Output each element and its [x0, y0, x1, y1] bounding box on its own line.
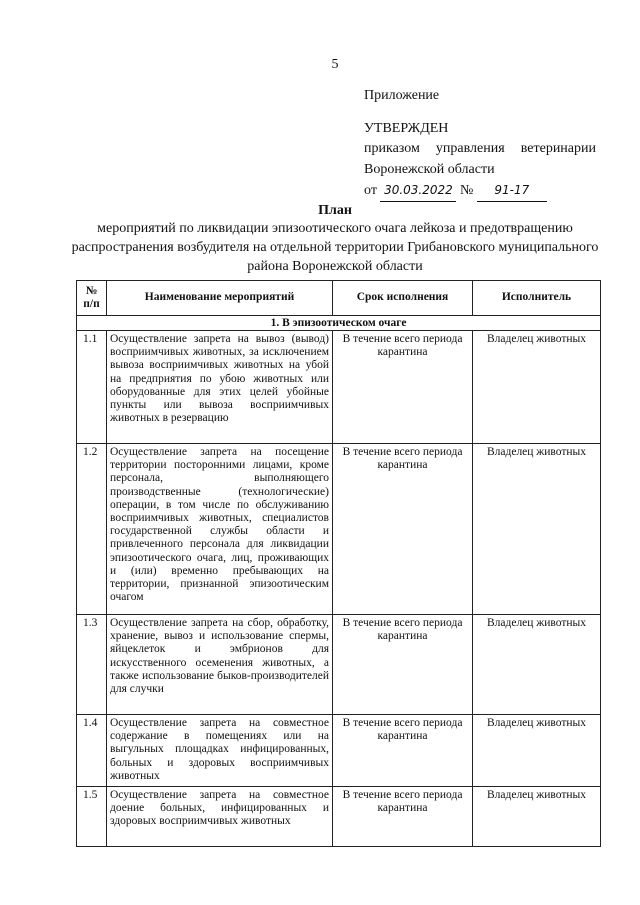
row-num: 1.1	[77, 331, 107, 444]
row-exec: Владелец животных	[473, 715, 601, 787]
row-exec: Владелец животных	[473, 787, 601, 847]
approval-date: 30.03.2022	[380, 180, 456, 202]
row-term: В течение всего периода карантина	[333, 787, 473, 847]
page-number: 5	[331, 57, 339, 72]
row-term: В течение всего периода карантина	[333, 615, 473, 715]
row-term: В течение всего периода карантина	[333, 331, 473, 444]
row-name: Осуществление запрета на совместное содержание в помещениях или на выгульных площадках инфицированных, больных и здоровых восприимчивых животных	[107, 715, 333, 787]
table-row	[77, 787, 601, 847]
approval-line-1: приказом управления ветеринарии	[364, 141, 596, 156]
number-prefix: №	[459, 183, 474, 198]
document-title: План	[318, 203, 352, 218]
row-name: Осуществление запрета на посещение территории посторонними лицами, кроме персонала, выполняющего производственные (технологические) операции, в том числе по обслуживанию восприимчивых животных, специалистов государственной службы области и привлеченного персонала для ликвидации эпизоотического очага, лиц, проживающих и (или) временно пребывающих на территории, признанной эпизоотическим очагом	[107, 444, 333, 615]
table-row	[77, 331, 601, 444]
approval-line-2: Воронежской области	[364, 162, 495, 177]
measures-table	[76, 280, 601, 847]
row-exec: Владелец животных	[473, 615, 601, 715]
section-title: 1. В эпизоотическом очаге	[77, 316, 601, 331]
header-name: Наименование мероприятий	[107, 281, 333, 316]
section-row	[77, 316, 601, 331]
row-exec: Владелец животных	[473, 331, 601, 444]
table-row	[77, 715, 601, 787]
row-exec: Владелец животных	[473, 444, 601, 615]
header-exec: Исполнитель	[473, 281, 601, 316]
row-num: 1.3	[77, 615, 107, 715]
date-prefix: от	[364, 183, 377, 198]
row-term: В течение всего периода карантина	[333, 715, 473, 787]
approval-number: 91-17	[477, 180, 547, 202]
row-name: Осуществление запрета на сбор, обработку, хранение, вывоз и использование спермы, яйцеклеток и эмбрионов для искусственного осеменения животных, а также использование быков-производителей для случки	[107, 615, 333, 715]
header-term: Срок исполнения	[333, 281, 473, 316]
row-name: Осуществление запрета на совместное доение больных, инфицированных и здоровых восприимчивых животных	[107, 787, 333, 847]
row-term: В течение всего периода карантина	[333, 444, 473, 615]
table-row	[77, 615, 601, 715]
approval-block	[364, 138, 596, 202]
table-header-row	[77, 281, 601, 316]
row-num: 1.5	[77, 787, 107, 847]
table-row	[77, 444, 601, 615]
row-num: 1.2	[77, 444, 107, 615]
row-num: 1.4	[77, 715, 107, 787]
appendix-label: Приложение	[364, 88, 440, 103]
header-num: № п/п	[77, 281, 107, 316]
approval-date-line	[364, 180, 596, 202]
row-name: Осуществление запрета на вывоз (вывод) восприимчивых животных, за исключением вывоза восприимчивых животных на убой на предприятия по убою животных или оборудованные для этих целей убойные пункты или вывоза восприимчивых животных в резервацию	[107, 331, 333, 444]
document-subtitle: мероприятий по ликвидации эпизоотического очага лейкоза и предотвращению распространения возбудителя на отдельной территории Грибановского муниципального района Воронежской области	[71, 221, 599, 274]
approval-heading: УТВЕРЖДЕН	[364, 121, 449, 136]
